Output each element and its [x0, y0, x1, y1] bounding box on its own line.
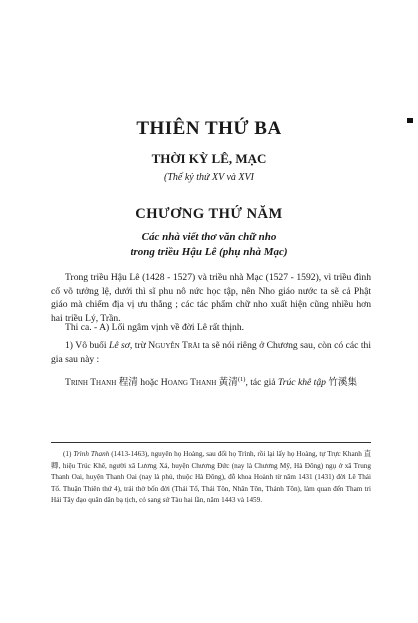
footnote-number: (1) — [63, 450, 72, 458]
footnote-text-1: (1413-1463), nguyên họ Hoàng, sau đổi họ Trình, rồi lại lấy họ Hoàng, tự Trực Khanh — [109, 450, 364, 458]
paragraph-poetry: Thi ca. - A) Lối ngâm vịnh về đời Lê rất thịnh. — [65, 322, 245, 333]
chapter-title: CHƯƠNG THỨ NĂM — [135, 206, 283, 222]
footnote-han: 直卿 — [51, 450, 372, 470]
footnote-divider — [51, 442, 371, 443]
p4-han-1: 程清 — [118, 377, 138, 388]
p3-mid: , trừ — [129, 340, 149, 351]
p4-han-3: 竹溪集 — [328, 377, 358, 388]
p3-italic: Lê sơ — [108, 340, 130, 351]
p3-name: Nguyễn Trãi — [148, 340, 200, 351]
part-title: THIÊN THỨ BA — [136, 118, 282, 139]
footnote-name: Trình Thanh — [73, 450, 110, 458]
subtitle-line-2: trong triều Hậu Lê (phụ nhà Mạc) — [130, 246, 288, 258]
period-title: THỜI KỲ LÊ, MẠC — [151, 151, 267, 166]
century-note: (Thế kỷ thứ XV và XVI — [164, 172, 254, 183]
p3-rest: ta sẽ nói riêng ở Chương sau, còn có các thi gia sau này : — [51, 340, 372, 365]
subtitle-line-1: Các nhà viết thơ văn chữ nho — [141, 231, 277, 243]
footnote — [51, 449, 371, 507]
paragraph-trinh-thanh — [51, 376, 371, 390]
p4-tail: , tác giả — [245, 377, 278, 388]
p4-work: Trúc khê tập — [277, 377, 326, 388]
p4-name-1: Trinh Thanh — [65, 377, 117, 388]
p3-lead: 1) Vô buổi — [65, 340, 109, 351]
p4-or: hoặc — [137, 377, 161, 388]
footnote-text-2: , hiệu Trúc Khê, người xã Lương Xá, huyện Chương Đức (nay là Chương Mỹ, Hà Đông) ngụ ở xã Trung Thanh Oai, huyện Thanh Oai (nay là phủ, thuộc Hà Đông), đỗ khoa Hoành từ năm 1431 (1431) đời Lê Thái Tổ. Thuận Thiên thứ 4), trải thờ bốn đời (Thái Tổ, Thái Tôn, Nhân Tôn, Thánh Tôn), làm quan đến Tham tri Hải Tây đạo quân dân bạ tịch, có sang sứ Tàu hai lần, năm 1443 và 1459. — [51, 461, 371, 505]
p4-name-2: Hoang Thanh — [160, 377, 217, 388]
paragraph-early-le — [51, 339, 371, 366]
paragraph-intro: Trong triều Hậu Lê (1428 - 1527) và triều nhà Mạc (1527 - 1592), vì triều đình cố võ tưởng lệ, dưới thì sĩ phu nô nức học tập, nên Nho giáo nước ta sẽ cả Phật giáo mà chiếm địa vị ưu thắng ; các tác phẩm chữ nho xuất hiện cũng nhiều hơn hai triều Lý, Trần. — [51, 272, 371, 324]
footnote-ref[interactable]: (1) — [237, 375, 246, 383]
p4-han-2: 黃清 — [218, 377, 238, 388]
chapter-subtitle — [0, 230, 418, 260]
